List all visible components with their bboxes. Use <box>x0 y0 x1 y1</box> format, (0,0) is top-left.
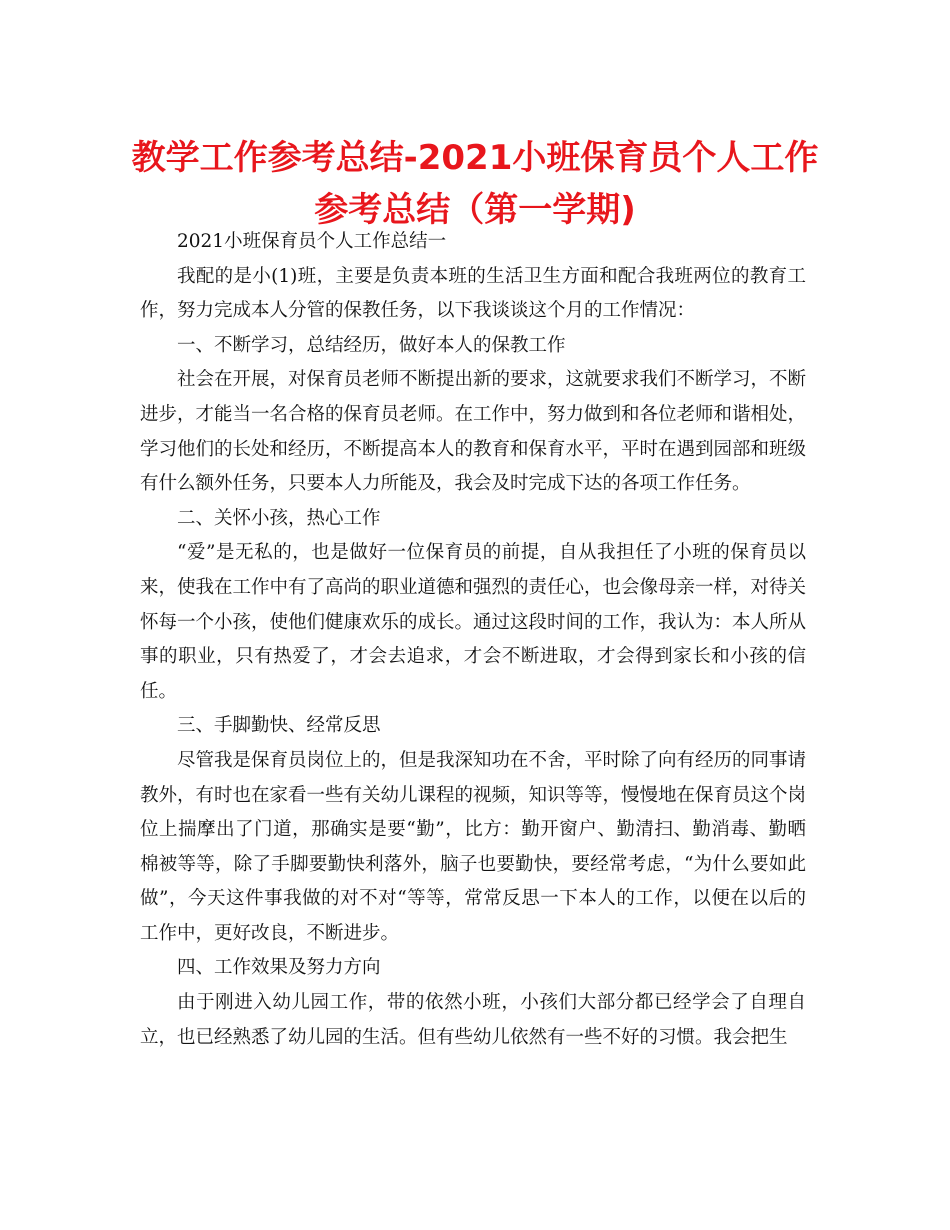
section-heading-2: 二、关怀小孩，热心工作 <box>177 507 381 529</box>
section-paragraph-1: 社会在开展，对保育员老师不断提出新的要求，这就要求我们不断学习，不断进步，才能当一名合格的保育员老师。在工作中，努力做到和各位老师和谐相处，学习他们的长处和经历，不断提高本人的教育和保育水平，平时在遇到园部和班级有什么额外任务，只要本人力所能及，我会及时完成下达的各项工作任务。 <box>140 369 807 495</box>
section-heading-3: 三、手脚勤快、经常反思 <box>177 715 381 737</box>
section-paragraph-2: “爱”是无私的，也是做好一位保育员的前提，自从我担任了小班的保育员以来，使我在工作中有了高尚的职业道德和强烈的责任心，也会像母亲一样，对待关怀每一个小孩，使他们健康欢乐的成长。通过这段时间的工作，我认为：本人所从事的职业，只有热爱了，才会去追求，才会不断进取，才会得到家长和小孩的信任。 <box>140 542 807 702</box>
section-heading-4: 四、工作效果及努力方向 <box>177 957 381 979</box>
subtitle-paragraph: 2021小班保育员个人工作总结一 <box>177 231 447 252</box>
section-paragraph-4: 由于刚进入幼儿园工作，带的依然小班，小孩们大部分都已经学会了自理自立，也已经熟悉了幼儿园的生活。但有些幼儿依然有一些不好的习惯。我会把生 <box>140 992 806 1048</box>
section-heading-1: 一、不断学习，总结经历，做好本人的保教工作 <box>177 334 566 356</box>
document-body <box>140 225 806 1055</box>
intro-paragraph: 我配的是小(1)班，主要是负责本班的生活卫生方面和配合我班两位的教育工作，努力完成本人分管的保教任务，以下我谈谈这个月的工作情况： <box>140 265 806 322</box>
document-title: 教学工作参考总结-2021小班保育员个人工作参考总结（第一学期) <box>131 138 819 230</box>
section-paragraph-3: 尽管我是保育员岗位上的，但是我深知功在不舍，平时除了向有经历的同事请教外，有时也在家看一些有关幼儿课程的视频，知识等等，慢慢地在保育员这个岗位上揣摩出了门道，那确实是要“勤”，比方：勤开窗户、勤清扫、勤消毒、勤晒棉被等等，除了手脚要勤快利落外，脑子也要勤快，要经常考虑，“为什么要如此做”，今天这件事我做的对不对“等等，常常反思一下本人的工作，以便在以后的工作中，更好改良，不断进步。 <box>140 749 807 944</box>
